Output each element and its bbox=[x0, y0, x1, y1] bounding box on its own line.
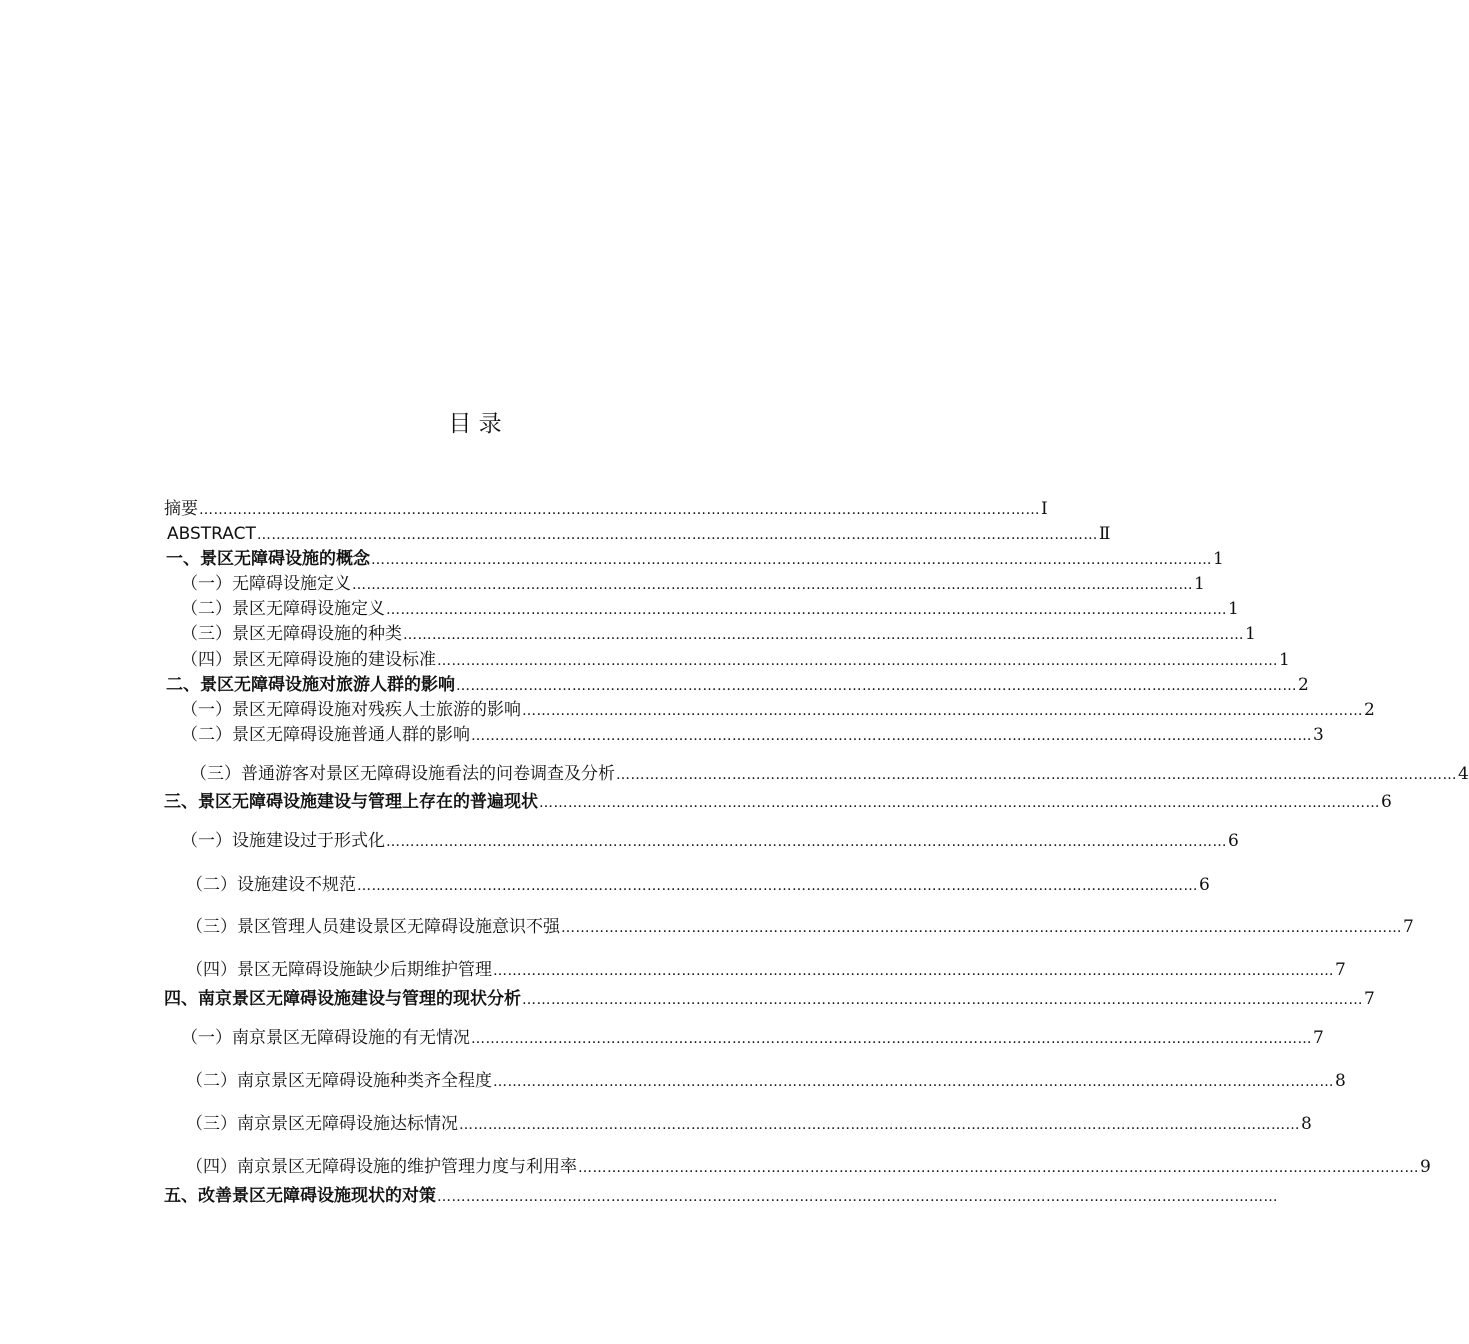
toc-entry-4-2[interactable] bbox=[186, 1068, 1346, 1094]
toc-entry-label: （四）南京景区无障碍设施的维护管理力度与利用率 bbox=[186, 1157, 577, 1177]
toc-leader-dots: ………………………………………………………………………………………………………………………………………………………… bbox=[386, 834, 1227, 850]
toc-leader-dots: ………………………………………………………………………………………………………………………………………………………… bbox=[371, 552, 1212, 568]
toc-entry-label: 摘要 bbox=[164, 499, 198, 519]
toc-entry-3-1[interactable] bbox=[181, 828, 1239, 854]
toc-leader-dots: ………………………………………………………………………………………………………………………………………………………… bbox=[539, 795, 1380, 811]
toc-page-number: 4 bbox=[1458, 764, 1469, 784]
toc-entry-2-3[interactable] bbox=[190, 761, 1469, 787]
toc-leader-dots: ………………………………………………………………………………………………………………………………………………………… bbox=[616, 767, 1457, 783]
toc-entry-chapter-1[interactable] bbox=[166, 546, 1224, 572]
toc-entry-label: 二、景区无障碍设施对旅游人群的影响 bbox=[166, 675, 455, 695]
toc-page-number: 7 bbox=[1364, 989, 1375, 1009]
toc-entry-1-3[interactable] bbox=[181, 621, 1256, 647]
toc-page-number: 1 bbox=[1228, 599, 1239, 619]
toc-entry-label: （三）南京景区无障碍设施达标情况 bbox=[186, 1114, 458, 1134]
toc-leader-dots: ………………………………………………………………………………………………………………………………………………………… bbox=[386, 602, 1227, 618]
toc-entry-label: （一）设施建设过于形式化 bbox=[181, 831, 385, 851]
toc-page-number: 1 bbox=[1279, 650, 1290, 670]
toc-leader-dots: ………………………………………………………………………………………………………………………………………………………… bbox=[493, 963, 1334, 979]
toc-entry-1-4[interactable] bbox=[181, 647, 1290, 673]
toc-page-number: 7 bbox=[1335, 960, 1346, 980]
toc-leader-dots: ………………………………………………………………………………………………………………………………………………………… bbox=[493, 1074, 1334, 1090]
toc-entry-label: （一）南京景区无障碍设施的有无情况 bbox=[181, 1028, 470, 1048]
toc-page-number: Ⅰ bbox=[1041, 499, 1048, 519]
toc-entry-chapter-3[interactable] bbox=[164, 789, 1392, 815]
toc-leader-dots: ………………………………………………………………………………………………………………………………………………………… bbox=[471, 1031, 1312, 1047]
toc-entry-abstract-cn[interactable] bbox=[164, 496, 1048, 522]
toc-page-number: 2 bbox=[1364, 700, 1375, 720]
toc-entry-chapter-2[interactable] bbox=[166, 672, 1309, 698]
toc-page-number: 6 bbox=[1199, 875, 1210, 895]
toc-entry-3-3[interactable] bbox=[186, 914, 1414, 940]
toc-entry-label: 三、景区无障碍设施建设与管理上存在的普遍现状 bbox=[164, 792, 538, 812]
toc-leader-dots: ………………………………………………………………………………………………………………………………………………………… bbox=[357, 878, 1198, 894]
toc-entry-label: 五、改善景区无障碍设施现状的对策 bbox=[164, 1186, 436, 1206]
toc-leader-dots: ………………………………………………………………………………………………………………………………………………………… bbox=[578, 1160, 1419, 1176]
toc-entry-3-4[interactable] bbox=[186, 957, 1346, 983]
toc-leader-dots: ………………………………………………………………………………………………………………………………………………………… bbox=[437, 1189, 1278, 1205]
toc-leader-dots: ………………………………………………………………………………………………………………………………………………………… bbox=[522, 992, 1363, 1008]
toc-entry-1-2[interactable] bbox=[181, 596, 1239, 622]
toc-entry-1-1[interactable] bbox=[181, 571, 1205, 597]
toc-entry-chapter-4[interactable] bbox=[164, 986, 1375, 1012]
toc-entry-2-2[interactable] bbox=[181, 722, 1324, 748]
toc-entry-4-1[interactable] bbox=[181, 1025, 1324, 1051]
toc-leader-dots: ………………………………………………………………………………………………………………………………………………………… bbox=[256, 527, 1098, 543]
toc-page-number: 8 bbox=[1301, 1114, 1312, 1134]
toc-page-number: 2 bbox=[1298, 675, 1309, 695]
toc-page-number: 9 bbox=[1420, 1157, 1431, 1177]
toc-page-number: 7 bbox=[1403, 917, 1414, 937]
toc-leader-dots: ………………………………………………………………………………………………………………………………………………………… bbox=[471, 728, 1312, 744]
toc-leader-dots: ………………………………………………………………………………………………………………………………………………………… bbox=[456, 678, 1297, 694]
toc-entry-4-3[interactable] bbox=[186, 1111, 1312, 1137]
toc-entry-label: ABSTRACT bbox=[167, 524, 256, 544]
toc-leader-dots: ………………………………………………………………………………………………………………………………………………………… bbox=[352, 577, 1193, 593]
toc-page-number: 6 bbox=[1228, 831, 1239, 851]
toc-entry-label: （一）无障碍设施定义 bbox=[181, 574, 351, 594]
toc-leader-dots: ………………………………………………………………………………………………………………………………………………………… bbox=[437, 653, 1278, 669]
toc-entry-label: （二）设施建设不规范 bbox=[186, 875, 356, 895]
toc-page-number: 1 bbox=[1245, 624, 1256, 644]
toc-entry-label: （三）景区管理人员建设景区无障碍设施意识不强 bbox=[186, 917, 560, 937]
toc-entry-abstract-en[interactable] bbox=[167, 521, 1111, 547]
toc-entry-label: （一）景区无障碍设施对残疾人士旅游的影响 bbox=[181, 700, 521, 720]
toc-page-number: 7 bbox=[1313, 1028, 1324, 1048]
toc-leader-dots: ………………………………………………………………………………………………………………………………………………………… bbox=[459, 1117, 1300, 1133]
toc-entry-3-2[interactable] bbox=[186, 872, 1210, 898]
toc-page-number: 1 bbox=[1213, 549, 1224, 569]
toc-entry-chapter-5[interactable] bbox=[164, 1183, 1278, 1209]
toc-leader-dots: ………………………………………………………………………………………………………………………………………………………… bbox=[561, 920, 1402, 936]
toc-entry-4-4[interactable] bbox=[186, 1154, 1431, 1180]
toc-entry-label: （三）普通游客对景区无障碍设施看法的问卷调查及分析 bbox=[190, 764, 615, 784]
page-title: 目 录 bbox=[448, 411, 502, 437]
toc-entry-label: 四、南京景区无障碍设施建设与管理的现状分析 bbox=[164, 989, 521, 1009]
toc-page-number: Ⅱ bbox=[1098, 524, 1111, 544]
toc-entry-2-1[interactable] bbox=[181, 697, 1375, 723]
toc-page-number: 6 bbox=[1381, 792, 1392, 812]
toc-leader-dots: ………………………………………………………………………………………………………………………………………………………… bbox=[403, 627, 1244, 643]
toc-entry-label: （四）景区无障碍设施的建设标准 bbox=[181, 650, 436, 670]
toc-entry-label: （二）南京景区无障碍设施种类齐全程度 bbox=[186, 1071, 492, 1091]
toc-page-number: 8 bbox=[1335, 1071, 1346, 1091]
toc-leader-dots: ………………………………………………………………………………………………………………………………………………………… bbox=[522, 703, 1363, 719]
toc-page-number: 3 bbox=[1313, 725, 1324, 745]
toc-entry-label: （二）景区无障碍设施普通人群的影响 bbox=[181, 725, 470, 745]
toc-entry-label: （二）景区无障碍设施定义 bbox=[181, 599, 385, 619]
toc-entry-label: （三）景区无障碍设施的种类 bbox=[181, 624, 402, 644]
toc-leader-dots: ………………………………………………………………………………………………………………………………………………………… bbox=[199, 502, 1040, 518]
toc-entry-label: 一、景区无障碍设施的概念 bbox=[166, 549, 370, 569]
toc-page-number: 1 bbox=[1194, 574, 1205, 594]
toc-entry-label: （四）景区无障碍设施缺少后期维护管理 bbox=[186, 960, 492, 980]
